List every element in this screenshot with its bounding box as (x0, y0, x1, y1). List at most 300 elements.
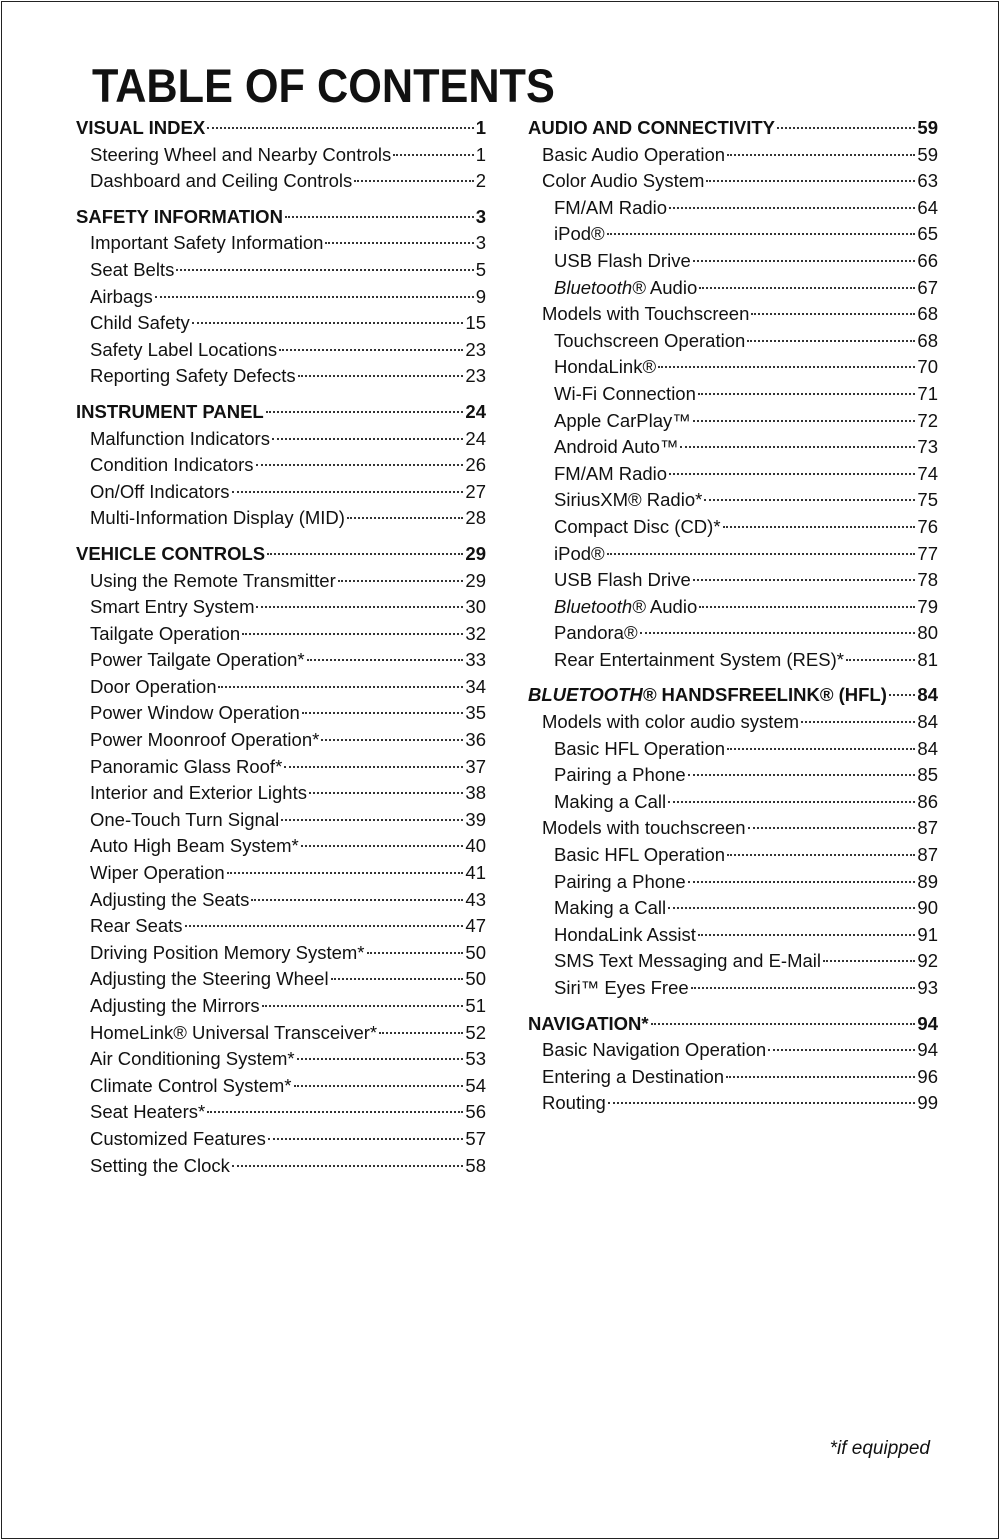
toc-entry (76, 257, 486, 284)
toc-entry-label: Setting the Clock (90, 1154, 230, 1176)
toc-entry (528, 168, 938, 195)
dot-leader (232, 491, 464, 493)
dot-leader (266, 411, 464, 413)
dot-leader (227, 872, 464, 874)
toc-entry-page-number: 68 (917, 303, 938, 325)
toc-entry (528, 221, 938, 248)
toc-entry (76, 284, 486, 311)
dot-leader (338, 580, 464, 582)
toc-entry-label: On/Off Indicators (90, 480, 230, 502)
toc-entry (76, 310, 486, 337)
dot-leader (726, 1076, 915, 1078)
toc-entry (528, 381, 938, 408)
toc-entry-page-number: 39 (465, 808, 486, 830)
toc-entry-page-number: 87 (917, 817, 938, 839)
toc-entry (528, 709, 938, 736)
toc-entry-page-number: 84 (917, 737, 938, 759)
toc-entry-page-number: 72 (917, 409, 938, 431)
toc-entry-page-number: 34 (465, 675, 486, 697)
toc-entry (528, 620, 938, 647)
section-heading (528, 115, 938, 142)
toc-entry-label: Dashboard and Ceiling Controls (90, 170, 353, 192)
toc-entry-page-number: 53 (465, 1048, 486, 1070)
toc-entry (76, 426, 486, 453)
toc-entry-page-number: 73 (917, 436, 938, 458)
toc-entry-label: Important Safety Information (90, 232, 324, 254)
dot-leader (668, 907, 915, 909)
dot-leader (285, 216, 474, 218)
dot-leader (704, 499, 915, 501)
dot-leader (669, 207, 915, 209)
toc-entry (76, 647, 486, 674)
dot-leader (331, 978, 464, 980)
section-heading (76, 204, 486, 231)
toc-entry-page-number: 50 (465, 941, 486, 963)
toc-entry (528, 789, 938, 816)
dot-leader (607, 553, 916, 555)
toc-entry-page-number: 3 (475, 232, 486, 254)
section-heading-label: SAFETY INFORMATION (76, 205, 283, 227)
dot-leader (176, 269, 473, 271)
toc-entry-page-number: 74 (917, 462, 938, 484)
toc-entry-label: Wi-Fi Connection (554, 382, 696, 404)
dot-leader (242, 633, 463, 635)
toc-entry-page-number: 30 (465, 596, 486, 618)
toc-entry (528, 514, 938, 541)
toc-entry (528, 842, 938, 869)
toc-entry (528, 1037, 938, 1064)
toc-entry-label: Adjusting the Mirrors (90, 995, 260, 1016)
toc-entry-label: Rear Seats (90, 915, 183, 937)
section-heading-page-number: 29 (465, 542, 486, 564)
toc-entry (528, 461, 938, 488)
toc-entry-page-number: 56 (465, 1101, 486, 1123)
toc-entry-label: FM/AM Radio (554, 462, 668, 484)
dot-leader (727, 748, 915, 750)
dot-leader (251, 899, 463, 901)
dot-leader (846, 659, 915, 661)
toc-entry-label: FM/AM Radio (554, 196, 668, 218)
toc-entry-page-number: 57 (465, 1127, 486, 1149)
toc-entry-page-number: 94 (917, 1039, 938, 1061)
dot-leader (693, 579, 916, 581)
dot-leader (608, 1102, 916, 1104)
toc-entry (76, 568, 486, 595)
toc-entry-page-number: 9 (475, 285, 486, 307)
toc-entry-page-number: 81 (917, 648, 938, 670)
dot-leader (185, 925, 464, 927)
toc-entry-label: USB Flash Drive (554, 569, 691, 591)
toc-entry-page-number: 36 (465, 729, 486, 751)
toc-entry (528, 567, 938, 594)
section-heading-label: NAVIGATION* (528, 1012, 649, 1034)
toc-entry-label: Android Auto™ (554, 436, 679, 458)
dot-leader (768, 1049, 915, 1051)
toc-entry (76, 337, 486, 364)
section-heading-page-number: 1 (475, 117, 486, 138)
toc-entry-label: Adjusting the Steering Wheel (90, 968, 329, 990)
section-heading (528, 1011, 938, 1038)
toc-entry-label: Making a Call (554, 897, 667, 919)
dot-leader (307, 659, 464, 661)
toc-entry-label: Touchscreen Operation (554, 329, 746, 351)
toc-entry-label: Reporting Safety Defects (90, 365, 296, 387)
toc-entry (76, 1073, 486, 1100)
dot-leader (232, 1165, 464, 1167)
dot-leader (706, 180, 915, 182)
toc-entry-label: Door Operation (90, 675, 217, 697)
toc-entry (76, 1126, 486, 1153)
toc-entry-page-number: 2 (475, 170, 486, 192)
toc-entry-page-number: 23 (465, 365, 486, 387)
dot-leader (262, 1005, 464, 1007)
toc-entry-page-number: 99 (917, 1092, 938, 1114)
dot-leader (393, 154, 473, 156)
toc-entry-label: Auto High Beam System* (90, 835, 299, 857)
toc-entry-page-number: 47 (465, 915, 486, 937)
toc-entry-page-number: 93 (917, 977, 938, 998)
toc-entry-label: Air Conditioning System* (90, 1048, 295, 1070)
section-heading-page-number: 84 (917, 684, 938, 706)
toc-entry-page-number: 84 (917, 711, 938, 733)
dot-leader (268, 1138, 464, 1140)
toc-entry (76, 1046, 486, 1073)
toc-entry-label: Bluetooth® Audio (554, 595, 698, 617)
dot-leader (297, 1058, 464, 1060)
toc-entry-label: Smart Entry System (90, 596, 255, 618)
toc-entry-page-number: 54 (465, 1074, 486, 1096)
toc-right-column (528, 115, 938, 1117)
toc-entry (528, 815, 938, 842)
dot-leader (727, 854, 915, 856)
toc-entry-label: Wiper Operation (90, 862, 225, 884)
toc-entry-page-number: 52 (465, 1021, 486, 1043)
dot-leader (284, 766, 463, 768)
toc-entry (528, 1090, 938, 1117)
toc-entry-label: Tailgate Operation (90, 622, 241, 644)
toc-entry (76, 479, 486, 506)
toc-entry-page-number: 58 (465, 1154, 486, 1176)
toc-entry-label: Pandora® (554, 622, 638, 644)
toc-entry (528, 195, 938, 222)
toc-entry (76, 1020, 486, 1047)
dot-leader (688, 774, 916, 776)
section-heading-page-number: 59 (917, 117, 938, 138)
toc-entry-page-number: 78 (917, 569, 938, 591)
toc-entry (76, 727, 486, 754)
toc-entry (76, 913, 486, 940)
toc-entry (76, 505, 486, 532)
toc-entry-label: Power Tailgate Operation* (90, 649, 305, 671)
toc-entry-page-number: 29 (465, 569, 486, 591)
toc-entry-label: USB Flash Drive (554, 249, 691, 271)
section-heading-label: VISUAL INDEX (76, 117, 206, 138)
section-heading-label: AUDIO AND CONNECTIVITY (528, 117, 776, 138)
dot-leader (698, 393, 916, 395)
toc-entry-label: SMS Text Messaging and E-Mail (554, 950, 821, 972)
toc-entry-label: Basic Navigation Operation (542, 1039, 767, 1061)
toc-entry-page-number: 38 (465, 782, 486, 804)
section-heading (76, 541, 486, 568)
toc-entry (528, 541, 938, 568)
toc-entry (76, 168, 486, 195)
toc-entry-label: Models with touchscreen (542, 817, 746, 839)
dot-leader (347, 517, 463, 519)
toc-entry-label: Child Safety (90, 312, 190, 334)
toc-entry-label: Using the Remote Transmitter (90, 569, 336, 591)
dot-leader (693, 420, 916, 422)
toc-entry-page-number: 77 (917, 542, 938, 564)
toc-entry-label: Basic HFL Operation (554, 844, 726, 866)
toc-entry-label: Seat Heaters* (90, 1101, 206, 1123)
toc-entry (76, 700, 486, 727)
toc-entry (76, 594, 486, 621)
dot-leader (691, 987, 916, 989)
toc-entry-page-number: 27 (465, 480, 486, 502)
toc-entry-label: SiriusXM® Radio* (554, 489, 703, 511)
toc-entry-page-number: 41 (465, 862, 486, 884)
toc-entry-page-number: 1 (475, 143, 486, 165)
dot-leader (207, 1111, 463, 1113)
toc-entry (528, 1064, 938, 1091)
toc-entry (76, 833, 486, 860)
toc-entry (528, 408, 938, 435)
toc-entry-label: HondaLink® (554, 356, 657, 378)
toc-entry-page-number: 70 (917, 356, 938, 378)
toc-entry (528, 922, 938, 949)
dot-leader (309, 792, 463, 794)
toc-left-column (76, 115, 486, 1179)
toc-entry-label: Pairing a Phone (554, 764, 686, 786)
toc-entry-label: Interior and Exterior Lights (90, 782, 307, 804)
toc-entry-page-number: 51 (465, 995, 486, 1016)
dot-leader (680, 446, 915, 448)
toc-entry (76, 230, 486, 257)
toc-entry-label: HomeLink® Universal Transceiver* (90, 1021, 378, 1043)
toc-entry-page-number: 26 (465, 454, 486, 476)
dot-leader (777, 127, 915, 129)
dot-leader (699, 287, 915, 289)
toc-entry-page-number: 91 (917, 923, 938, 945)
dot-leader (298, 375, 464, 377)
dot-leader (688, 881, 916, 883)
toc-entry-page-number: 96 (917, 1065, 938, 1087)
toc-entry-label: Panoramic Glass Roof* (90, 755, 283, 777)
footnote: *if equipped (829, 1438, 930, 1459)
toc-entry-page-number: 87 (917, 844, 938, 866)
toc-entry-label: Customized Features (90, 1127, 266, 1149)
toc-entry-page-number: 80 (917, 622, 938, 644)
toc-entry-page-number: 33 (465, 649, 486, 671)
toc-entry-page-number: 23 (465, 338, 486, 360)
toc-entry (528, 762, 938, 789)
toc-entry-page-number: 67 (917, 276, 938, 298)
toc-entry-page-number: 24 (465, 427, 486, 449)
toc-entry-page-number: 35 (465, 702, 486, 724)
toc-entry-label: Power Window Operation (90, 702, 300, 724)
toc-entry (76, 674, 486, 701)
dot-leader (748, 827, 916, 829)
toc-entry (76, 1099, 486, 1126)
toc-entry-page-number: 15 (465, 312, 486, 334)
toc-entry-page-number: 92 (917, 950, 938, 972)
dot-leader (207, 127, 474, 129)
toc-entry (76, 452, 486, 479)
toc-entry-page-number: 40 (465, 835, 486, 857)
section-heading (76, 115, 486, 142)
dot-leader (256, 606, 463, 608)
toc-entry-label: Airbags (90, 285, 153, 307)
section-heading-page-number: 3 (475, 205, 486, 227)
toc-entry (76, 887, 486, 914)
toc-entry-page-number: 65 (917, 223, 938, 245)
toc-entry-label: Rear Entertainment System (RES)* (554, 648, 844, 670)
toc-entry-label: Entering a Destination (542, 1065, 725, 1087)
toc-entry-page-number: 66 (917, 249, 938, 271)
toc-entry-page-number: 86 (917, 790, 938, 812)
toc-entry-page-number: 32 (465, 622, 486, 644)
dot-leader (699, 606, 915, 608)
toc-entry (528, 647, 938, 674)
toc-entry-label: Malfunction Indicators (90, 427, 270, 449)
toc-entry-label: Multi-Information Display (MID) (90, 507, 345, 529)
toc-entry (76, 780, 486, 807)
toc-entry (76, 860, 486, 887)
toc-entry-page-number: 43 (465, 888, 486, 910)
toc-entry-label: Power Moonroof Operation* (90, 729, 320, 751)
toc-entry-label: Pairing a Phone (554, 870, 686, 892)
dot-leader (301, 845, 464, 847)
section-heading-page-number: 24 (465, 400, 486, 422)
dot-leader (272, 438, 463, 440)
dot-leader (279, 349, 463, 351)
toc-entry-page-number: 89 (917, 870, 938, 892)
toc-entry-label: Condition Indicators (90, 454, 254, 476)
toc-entry-page-number: 85 (917, 764, 938, 786)
toc-entry-label: Adjusting the Seats (90, 888, 250, 910)
toc-entry-label: Apple CarPlay™ (554, 409, 691, 431)
toc-entry (528, 594, 938, 621)
toc-entry-label: Models with Touchscreen (542, 303, 750, 325)
section-heading-page-number: 94 (917, 1012, 938, 1034)
section-heading-label: INSTRUMENT PANEL (76, 400, 264, 422)
toc-entry (528, 142, 938, 169)
toc-entry-page-number: 76 (917, 515, 938, 537)
toc-entry-label: Making a Call (554, 790, 667, 812)
toc-entry-label: Routing (542, 1092, 606, 1114)
toc-entry (528, 948, 938, 975)
page-title: TABLE OF CONTENTS (92, 59, 555, 112)
toc-entry-label: Steering Wheel and Nearby Controls (90, 143, 392, 165)
toc-entry (528, 301, 938, 328)
toc-entry-page-number: 5 (475, 258, 486, 280)
dot-leader (698, 934, 916, 936)
dot-leader (668, 801, 915, 803)
toc-entry-label: Bluetooth® Audio (554, 276, 698, 298)
toc-entry (528, 869, 938, 896)
toc-entry (528, 328, 938, 355)
section-heading (76, 399, 486, 426)
toc-entry (76, 966, 486, 993)
dot-leader (801, 721, 915, 723)
toc-entry (76, 142, 486, 169)
toc-entry (528, 895, 938, 922)
toc-entry (528, 487, 938, 514)
dot-leader (823, 960, 915, 962)
dot-leader (294, 1085, 464, 1087)
dot-leader (218, 686, 463, 688)
toc-entry-page-number: 50 (465, 968, 486, 990)
toc-entry-label: Driving Position Memory System* (90, 941, 365, 963)
toc-entry-label: Color Audio System (542, 170, 705, 192)
toc-entry-label: Safety Label Locations (90, 338, 278, 360)
dot-leader (658, 366, 915, 368)
toc-entry-label: HondaLink Assist (554, 923, 696, 945)
section-heading-label: BLUETOOTH® HANDSFREELINK® (HFL) (528, 684, 887, 706)
toc-entry-label: Basic HFL Operation (554, 737, 726, 759)
dot-leader (302, 712, 464, 714)
toc-entry-page-number: 79 (917, 595, 938, 617)
dot-leader (723, 526, 916, 528)
dot-leader (379, 1032, 463, 1034)
toc-entry-label: Basic Audio Operation (542, 143, 726, 165)
dot-leader (367, 952, 464, 954)
toc-entry (76, 940, 486, 967)
dot-leader (640, 632, 916, 634)
toc-entry-page-number: 28 (465, 507, 486, 529)
toc-entry-label: iPod® (554, 542, 605, 564)
dot-leader (607, 233, 916, 235)
toc-entry (76, 1153, 486, 1180)
toc-entry-label: Siri™ Eyes Free (554, 977, 689, 998)
toc-entry (528, 736, 938, 763)
dot-leader (192, 322, 464, 324)
toc-entry-page-number: 71 (917, 382, 938, 404)
toc-entry (76, 754, 486, 781)
toc-entry-label: Climate Control System* (90, 1074, 292, 1096)
toc-entry (76, 363, 486, 390)
toc-entry (76, 993, 486, 1020)
toc-entry (528, 354, 938, 381)
toc-entry (528, 434, 938, 461)
toc-entry (528, 275, 938, 302)
dot-leader (751, 313, 915, 315)
dot-leader (889, 694, 916, 696)
toc-entry-label: One-Touch Turn Signal (90, 808, 280, 830)
toc-entry-page-number: 63 (917, 170, 938, 192)
dot-leader (747, 340, 915, 342)
toc-entry (76, 807, 486, 834)
section-heading-label: VEHICLE CONTROLS (76, 542, 266, 564)
toc-entry (528, 975, 938, 1002)
toc-entry-page-number: 59 (917, 143, 938, 165)
dot-leader (256, 464, 464, 466)
dot-leader (669, 473, 915, 475)
toc-entry-page-number: 75 (917, 489, 938, 511)
dot-leader (651, 1023, 916, 1025)
toc-entry-label: Models with color audio system (542, 711, 800, 733)
toc-entry-label: Compact Disc (CD)* (554, 515, 721, 537)
toc-entry-page-number: 64 (917, 196, 938, 218)
section-heading (528, 682, 938, 709)
toc-entry-page-number: 37 (465, 755, 486, 777)
toc-entry-page-number: 68 (917, 329, 938, 351)
dot-leader (281, 819, 463, 821)
toc-entry-label: Seat Belts (90, 258, 175, 280)
toc-entry (76, 621, 486, 648)
dot-leader (321, 739, 463, 741)
toc-entry (528, 248, 938, 275)
